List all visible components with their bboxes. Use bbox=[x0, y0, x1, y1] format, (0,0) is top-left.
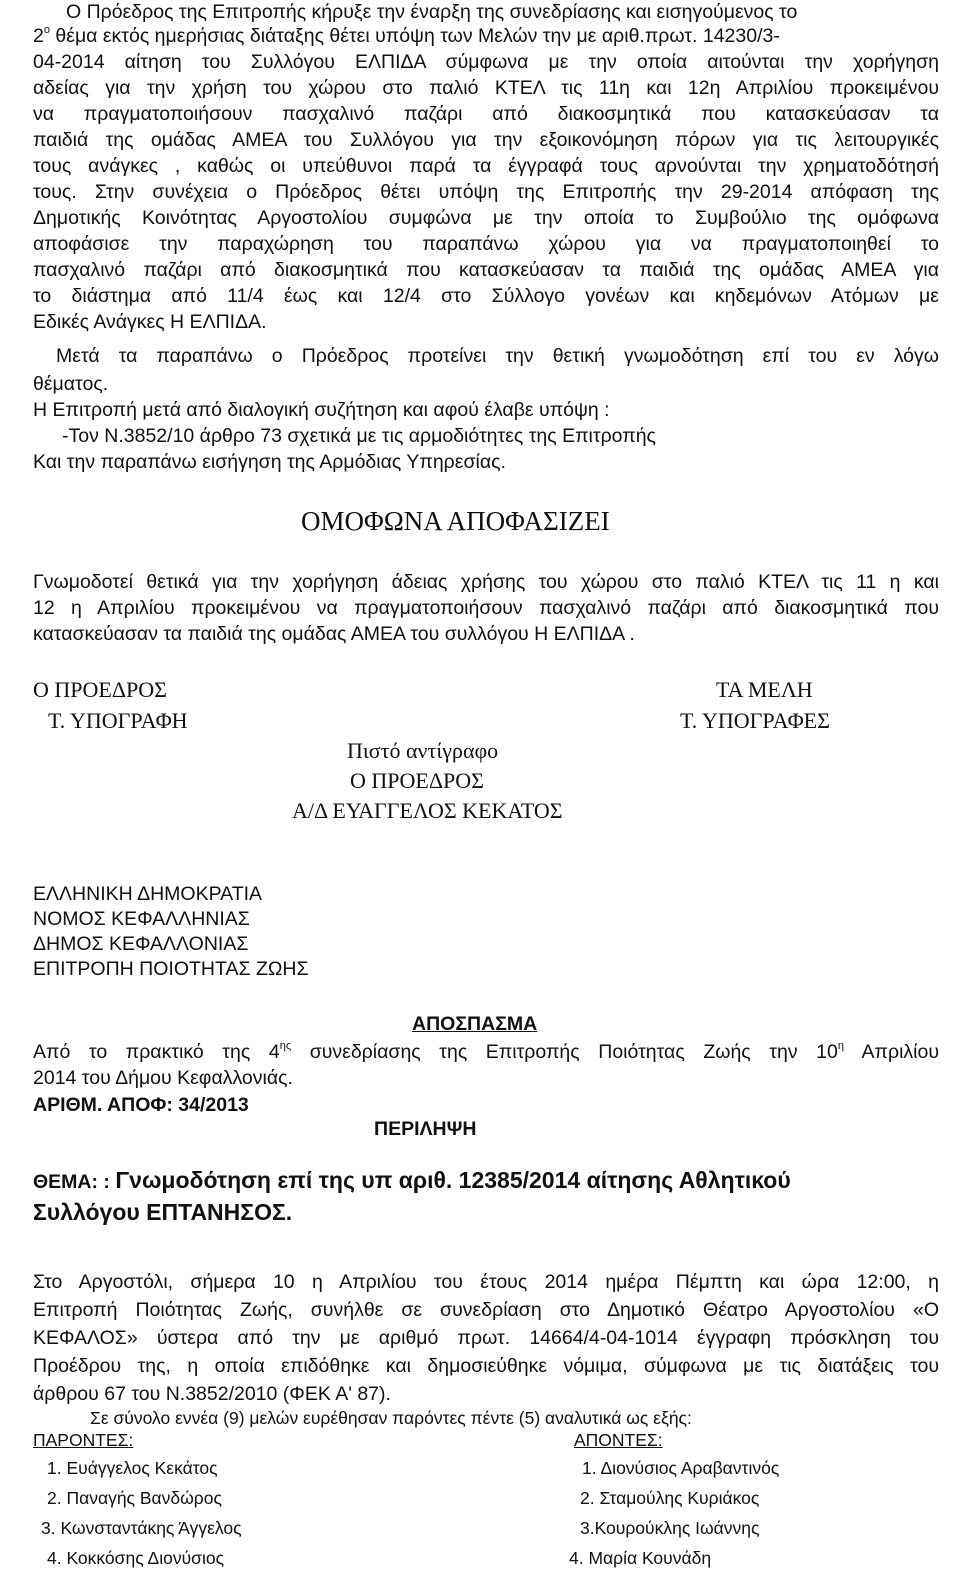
members-title: ΤΑ ΜΕΛΗ bbox=[716, 677, 813, 702]
text-line: Η Επιτροπή μετά από διαλογική συζήτηση και αφού έλαβε υπόψη : bbox=[33, 399, 610, 421]
list-item: 4. Κοκκόσης Διονύσιος bbox=[47, 1548, 225, 1568]
president-signature: Τ. ΥΠΟΓΡΑΦΗ bbox=[48, 708, 188, 733]
text-line: παιδιά της ομάδας ΑΜΕΑ του Συλλόγου για την εξοικονόμηση πόρων για τις λειτουργικές bbox=[33, 129, 939, 151]
text-line: θέματος. bbox=[33, 373, 109, 395]
subject-line bbox=[33, 1168, 791, 1194]
president-title: Ο ΠΡΟΕΔΡΟΣ bbox=[33, 677, 167, 702]
text-line: αποφάσισε την παραχώρηση του παραπάνω χώρου για να πραγματοποιηθεί το bbox=[33, 233, 939, 255]
text-line: Προέδρου της, η οποία επιδόθηκε και δημοσιεύθηκε νόμιμα, σύμφωνα με τις διατάξεις του bbox=[33, 1355, 939, 1377]
subject-text: Γνωμοδότηση επί της υπ αριθ. 12385/2014 αίτησης Αθλητικού bbox=[115, 1167, 791, 1193]
text-line: ΚΕΦΑΛΟΣ» ύστερα από την με αριθμό πρωτ. 14664/4-04-1014 έγγραφη πρόσκληση του bbox=[33, 1327, 939, 1349]
copy-signatory: Α/Δ ΕΥΑΓΓΕΛΟΣ ΚΕΚΑΤΟΣ bbox=[292, 798, 563, 823]
text-line: Εδικές Ανάγκες Η ΕΛΠΙΔΑ. bbox=[33, 311, 267, 333]
text-line bbox=[33, 24, 780, 48]
text-line: αδείας για την χρήση του χώρου στο παλιό ΚΤΕΛ τις 11η και 12η Απριλίου προκειμένου bbox=[33, 77, 939, 99]
absent-label: ΑΠΟΝΤΕΣ: bbox=[574, 1430, 663, 1450]
header-line: ΔΗΜΟΣ ΚΕΦΑΛΛΟΝΙΑΣ bbox=[33, 933, 249, 955]
header-line: ΕΠΙΤΡΟΠΗ ΠΟΙΟΤΗΤΑΣ ΖΩΗΣ bbox=[33, 958, 309, 980]
attendance-summary: Σε σύνολο εννέα (9) μελών ευρέθησαν παρόντες πέντε (5) αναλυτικά ως εξής: bbox=[90, 1408, 692, 1428]
superscript: ης bbox=[279, 1039, 292, 1052]
decision-heading: ΟΜΟΦΩΝΑ ΑΠΟΦΑΣΙΖΕΙ bbox=[301, 506, 610, 536]
text-line: Στο Αργοστόλι, σήμερα 10 η Απριλίου του έτους 2014 ημέρα Πέμπτη και ώρα 12:00, η bbox=[33, 1271, 939, 1293]
text-line: -Τον Ν.3852/10 άρθρο 73 σχετικά με τις αρμοδιότητες της Επιτροπής bbox=[62, 425, 656, 447]
summary-title: ΠΕΡΙΛΗΨΗ bbox=[374, 1118, 477, 1140]
superscript: ο bbox=[43, 23, 50, 36]
subject-line: Συλλόγου ΕΠΤΑΝΗΣΟΣ. bbox=[33, 1199, 293, 1225]
text-line: άρθρου 67 του Ν.3852/2010 (ΦΕΚ Α' 87). bbox=[33, 1383, 391, 1405]
text-line: πασχαλινό παζάρι από διακοσμητικά που κατασκεύασαν τα παιδιά της ομάδας ΑΜΕΑ για bbox=[33, 259, 939, 281]
text-line: Επιτροπή Ποιότητας Ζωής, συνήλθε σε συνεδρίαση στο Δημοτικό Θέατρο Αργοστολίου «Ο bbox=[33, 1299, 939, 1321]
list-item: 2. Παναγής Βανδώρος bbox=[47, 1488, 222, 1508]
members-signature: Τ. ΥΠΟΓΡΑΦΕΣ bbox=[680, 708, 830, 733]
text-line: κατασκεύασαν τα παιδιά της ομάδας ΑΜΕΑ του συλλόγου Η ΕΛΠΙΔΑ . bbox=[33, 623, 635, 645]
text-line: 2014 του Δήμου Κεφαλλονιάς. bbox=[33, 1067, 293, 1089]
list-item: 1. Διονύσιος Αραβαντινός bbox=[582, 1458, 780, 1478]
text-line: τους ανάγκες , καθώς οι υπεύθυνοι παρά τα έγγραφά τους αρνούνται την χρηματοδότησή bbox=[33, 155, 939, 177]
text-fragment: 2 bbox=[33, 25, 44, 47]
list-item: 3.Κουρούκλης Ιωάννης bbox=[580, 1518, 760, 1538]
copy-president: Ο ΠΡΟΕΔΡΟΣ bbox=[350, 768, 484, 793]
text-line: να πραγματοποιήσουν πασχαλινό παζάρι από διακοσμητικά που κατασκεύασαν τα bbox=[33, 103, 939, 125]
text-line: τους. Στην συνέχεια ο Πρόεδρος θέτει υπόψη της Επιτροπής την 29-2014 απόφαση της bbox=[33, 181, 939, 203]
header-line: ΕΛΛΗΝΙΚΗ ΔΗΜΟΚΡΑΤΙΑ bbox=[33, 883, 263, 905]
superscript: η bbox=[837, 1039, 844, 1052]
list-item: 3. Κωνσταντάκης Άγγελος bbox=[41, 1518, 242, 1538]
decision-number: ΑΡΙΘΜ. ΑΠΟΦ: 34/2013 bbox=[33, 1094, 249, 1116]
subject-label: ΘΕΜΑ: : bbox=[33, 1171, 110, 1193]
text-line: Δημοτικής Κοινότητας Αργοστολίου συμφώνα με την οποία το Συμβούλιο της ομόφωνα bbox=[33, 207, 939, 229]
text-line: 04-2014 αίτηση του Συλλόγου ΕΛΠΙΔΑ σύμφωνα με την οποία αιτούνται την χορήγηση bbox=[33, 51, 939, 73]
header-line: ΝΟΜΟΣ ΚΕΦΑΛΛΗΝΙΑΣ bbox=[33, 908, 250, 930]
text-line: το διάστημα από 11/4 έως και 12/4 στο Σύλλογο γονέων και κηδεμόνων Ατόμων με bbox=[33, 285, 939, 307]
text-line: Γνωμοδοτεί θετικά για την χορήγηση άδειας χρήσης του χώρου στο παλιό ΚΤΕΛ τις 11 η και bbox=[33, 571, 939, 593]
text-line: Μετά τα παραπάνω ο Πρόεδρος προτείνει την θετική γνωμοδότηση επί του εν λόγω bbox=[56, 345, 939, 367]
text-line bbox=[33, 1040, 939, 1064]
list-item: 2. Σταμούλης Κυριάκος bbox=[580, 1488, 760, 1508]
extract-title: ΑΠΟΣΠΑΣΜΑ bbox=[412, 1013, 538, 1035]
text-fragment: Απριλίου bbox=[844, 1041, 939, 1063]
text-fragment: Από το πρακτικό της 4 bbox=[33, 1041, 280, 1063]
list-item: 4. Μαρία Κουνάδη bbox=[569, 1548, 712, 1568]
list-item: 1. Ευάγγελος Κεκάτος bbox=[47, 1458, 218, 1478]
text-line: Ο Πρόεδρος της Επιτροπής κήρυξε την έναρξη της συνεδρίασης και εισηγούμενος το bbox=[66, 1, 798, 23]
text-fragment: θέμα εκτός ημερήσιας διάταξης θέτει υπόψη των Μελών την με αριθ.πρωτ. 14230/3- bbox=[49, 25, 780, 47]
text-fragment: συνεδρίασης της Επιτροπής Ποιότητας Ζωής την 10 bbox=[291, 1041, 838, 1063]
text-line: 12 η Απριλίου προκειμένου να πραγματοποιήσουν πασχαλινό παζάρι από διακοσμητικά που bbox=[33, 597, 939, 619]
present-label: ΠΑΡΟΝΤΕΣ: bbox=[33, 1430, 134, 1450]
text-line: Και την παραπάνω εισήγηση της Αρμόδιας Υπηρεσίας. bbox=[33, 451, 506, 473]
true-copy-label: Πιστό αντίγραφο bbox=[347, 738, 499, 763]
